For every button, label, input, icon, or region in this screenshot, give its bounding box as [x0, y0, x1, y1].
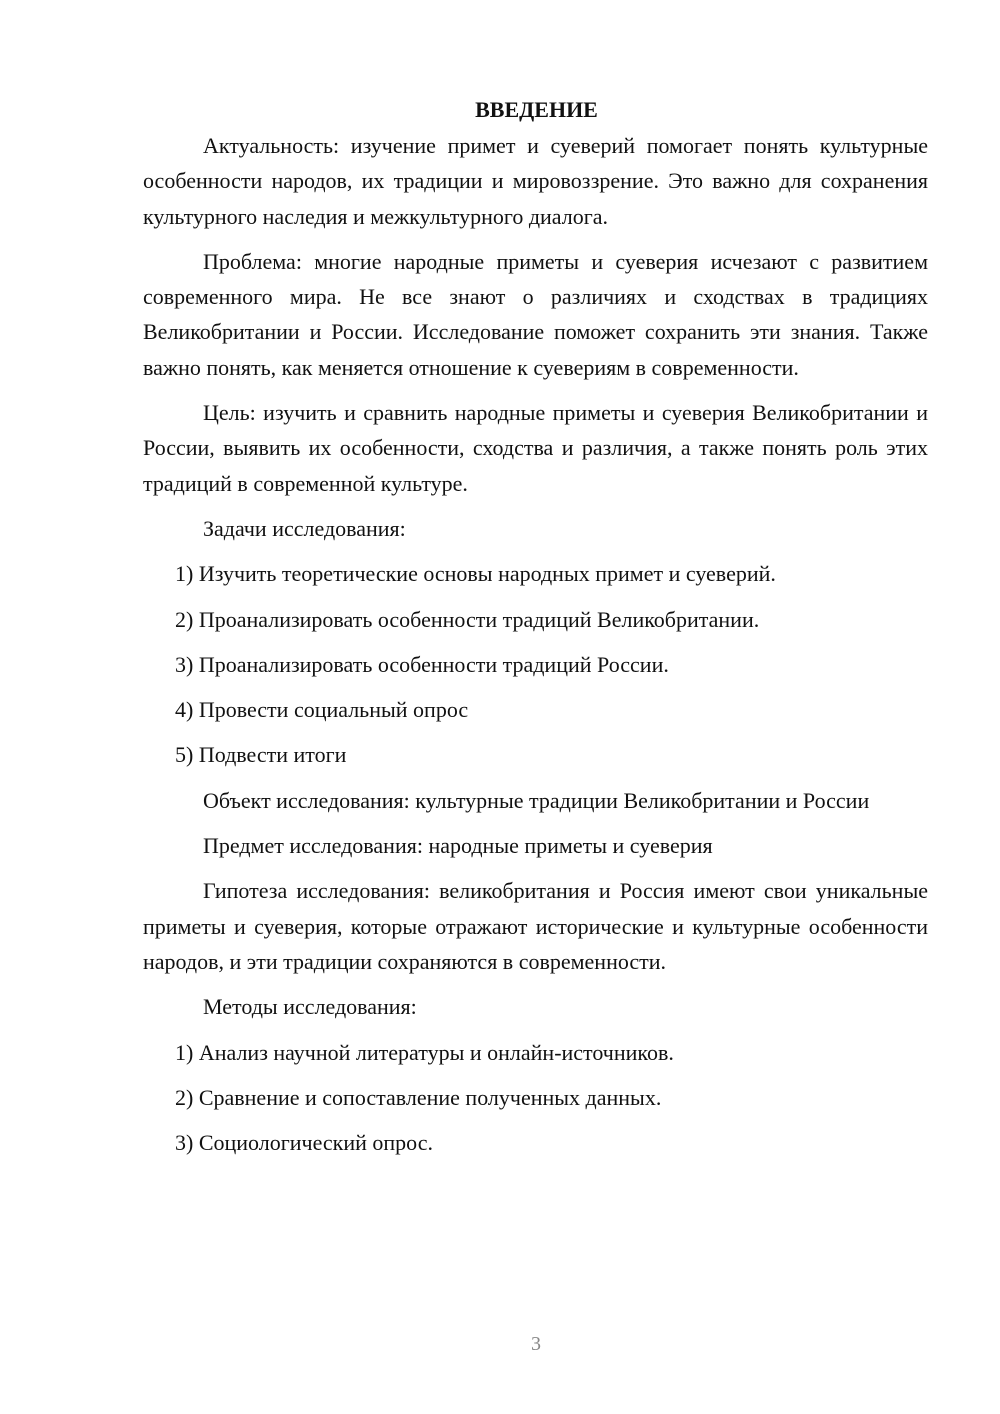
page-number: 3 — [531, 1333, 541, 1355]
relevance-paragraph: Актуальность: изучение примет и суеверий помогает понять культурные особенности народов, их традиции и мировоззрение. Это важно для сохранения культурного наследия и межкультурного диалога. — [143, 133, 928, 229]
hypothesis-paragraph: Гипотеза исследования: великобритания и Россия имеют свои уникальные приметы и суеверия, которые отражают исторические и культурные особенности народов, и эти традиции сохраняются в современности. — [143, 878, 928, 974]
methods-heading: Методы исследования: — [203, 994, 417, 1020]
list-item: 5) Подвести итоги — [175, 742, 347, 768]
list-item: 4) Провести социальный опрос — [175, 697, 469, 723]
subject-paragraph: Предмет исследования: народные приметы и суеверия — [203, 833, 713, 859]
list-item: 1) Изучить теоретические основы народных примет и суеверий. — [175, 561, 776, 587]
list-item: 2) Проанализировать особенности традиций Великобритании. — [175, 606, 760, 632]
tasks-heading: Задачи исследования: — [203, 515, 406, 541]
problem-paragraph: Проблема: многие народные приметы и суеверия исчезают с развитием современного мира. Не все знают о различиях и сходствах в традициях Великобритании и России. Исследование поможет сохранить эти знания. Также важно понять, как меняется отношение к суевериям в современности. — [143, 248, 928, 380]
list-item: 3) Проанализировать особенности традиций России. — [175, 651, 669, 677]
page-title: ВВЕДЕНИЕ — [475, 97, 598, 122]
goal-paragraph: Цель: изучить и сравнить народные приметы и суеверия Великобритании и России, выявить их особенности, сходства и различия, а также понять роль этих традиций в современной культуре. — [143, 400, 928, 496]
object-paragraph: Объект исследования: культурные традиции Великобритании и России — [203, 787, 870, 813]
document-page — [143, 92, 928, 1170]
list-item: 1) Анализ научной литературы и онлайн-источников. — [175, 1039, 674, 1065]
list-item: 2) Сравнение и сопоставление полученных данных. — [175, 1084, 662, 1110]
list-item: 3) Социологический опрос. — [175, 1130, 433, 1156]
tasks-list — [143, 556, 928, 772]
methods-list — [143, 1035, 928, 1161]
